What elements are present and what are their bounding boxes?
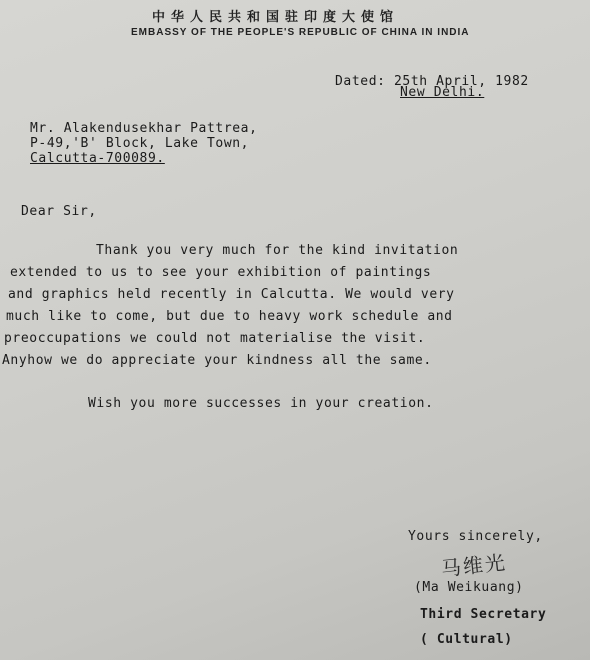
recipient-city: Calcutta-700089.: [30, 151, 165, 166]
body-line: extended to us to see your exhibition of paintings: [10, 265, 432, 280]
salutation: Dear Sir,: [21, 204, 97, 219]
recipient-street: P-49,'B' Block, Lake Town,: [30, 136, 250, 151]
letterhead-english: EMBASSY OF THE PEOPLE'S REPUBLIC OF CHINA IN INDIA: [131, 27, 470, 38]
signatory-department: ( Cultural): [420, 632, 513, 647]
signatory-name: (Ma Weikuang): [414, 580, 524, 595]
handwritten-signature: 马维光: [439, 550, 509, 581]
city-line: New Delhi.: [400, 85, 485, 100]
date-line: Dated: 25th April, 1982: [335, 74, 529, 89]
signatory-title: Third Secretary: [420, 607, 547, 622]
body-line: Thank you very much for the kind invitation: [96, 243, 459, 258]
body-paragraph-2: Wish you more successes in your creation.: [88, 396, 434, 411]
letterhead-chinese: 中华人民共和国驻印度大使馆: [152, 10, 400, 25]
body-line: Anyhow we do appreciate your kindness all the same.: [2, 353, 432, 368]
recipient-name: Mr. Alakendusekhar Pattrea,: [30, 121, 258, 136]
body-line: and graphics held recently in Calcutta. We would very: [8, 287, 455, 302]
body-line: preoccupations we could not materialise the visit.: [4, 331, 426, 346]
recipient-address: [30, 121, 258, 166]
body-line: much like to come, but due to heavy work schedule and: [6, 309, 453, 324]
valediction: Yours sincerely,: [408, 529, 543, 544]
